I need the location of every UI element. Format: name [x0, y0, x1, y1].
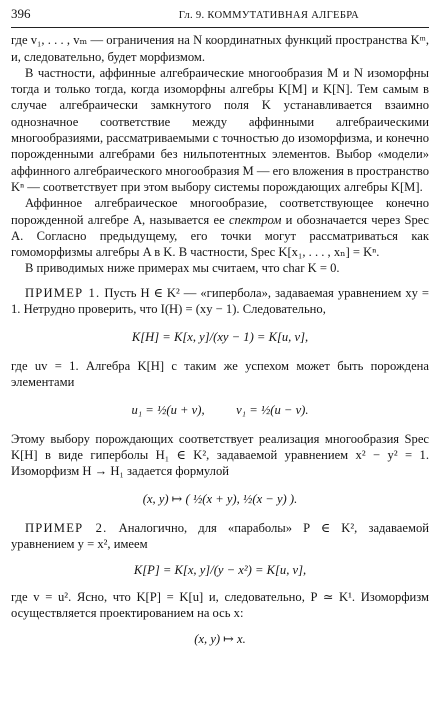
paragraph-7: где v = u². Ясно, что K[P] = K[u] и, следовательно, P ≃ K¹. Изоморфизм осуществляется проектированием на ось x: [11, 589, 429, 620]
paragraph-5: где uv = 1. Алгебра K[H] с таким же успехом может быть порождена элементами [11, 358, 429, 389]
paragraph-3-rest: и обозначается через Spec A. Согласно предыдущему, его точки могут рассматриваться как гомоморфизмы алгебры A в K. В частности, Spec K[x₁, . . . , xₙ] = Kⁿ. [11, 212, 429, 260]
term-spectrum: спектром [228, 212, 282, 227]
example-2-text: Аналогично, для «параболы» P ∈ K², задаваемой уравнением y = x², имеем [11, 520, 429, 552]
running-head [11, 6, 429, 28]
chapter-title: Гл. 9. КОММУТАТИВНАЯ АЛГЕБРА [178, 10, 359, 21]
paragraph-1: где v₁, . . . , vₘ — ограничения на N координатных функций пространства Kᵐ, и, следовательно, будет морфизмом. [11, 33, 429, 64]
formula-3: (x, y) ↦ ( ½(x + y), ½(x − y) ). [142, 492, 298, 507]
formula-2: u₁ = ½(u + v), v₁ = ½(u − v). [131, 403, 309, 418]
formula-4: K[P] = K[x, y]/(y − x²) = K[u, v], [133, 563, 307, 578]
formula-5: (x, y) ↦ x. [194, 632, 246, 647]
formula-1: K[H] = K[x, y]/(xy − 1) = K[u, v], [131, 330, 309, 345]
example-2-label: ПРИМЕР 2. [25, 520, 108, 535]
example-2 [11, 520, 429, 553]
example-1 [11, 285, 429, 318]
paragraph-3-lead: Аффинное алгебраическое многообразие, соответствующее конечно порожденной алгебре A, называется ее [11, 196, 429, 227]
paragraph-2: В частности, аффинные алгебраические многообразия M и N изоморфны тогда и только тогда, когда изоморфны алгебры K[M] и K[N]. Тем самым в случае алгебраически замкнутого поля K устанавливается взаимно однозначное соответствие между аффинными алгебраическими многообразиями, рассматриваемыми с точностью до изоморфизма, и конечно порожденными алгебрами без нильпотентных элементов. Выбор «модели» аффинного алгебраического многообразия M — его вложения в пространство Kⁿ — соответствует при этом выбору системы порождающих алгебры K[M]. [11, 65, 429, 194]
paragraph-6: Этому выбору порождающих соответствует реализация многообразия Spec K[H] в виде гиперболы H₁ ∈ K², задаваемой уравнением x² − y² = 1. Изоморфизм H → H₁ задается формулой [11, 431, 429, 479]
page-number: 396 [11, 6, 31, 21]
example-1-text: Пусть H ∈ K² — «гипербола», задаваемая уравнением xy = 1. Нетрудно проверить, что I(H) = (xy − 1). Следовательно, [11, 285, 429, 317]
paragraph-3 [11, 195, 429, 260]
paragraph-4: В приводимых ниже примерах мы считаем, что char K = 0. [25, 261, 340, 276]
example-1-label: ПРИМЕР 1. [25, 285, 101, 300]
